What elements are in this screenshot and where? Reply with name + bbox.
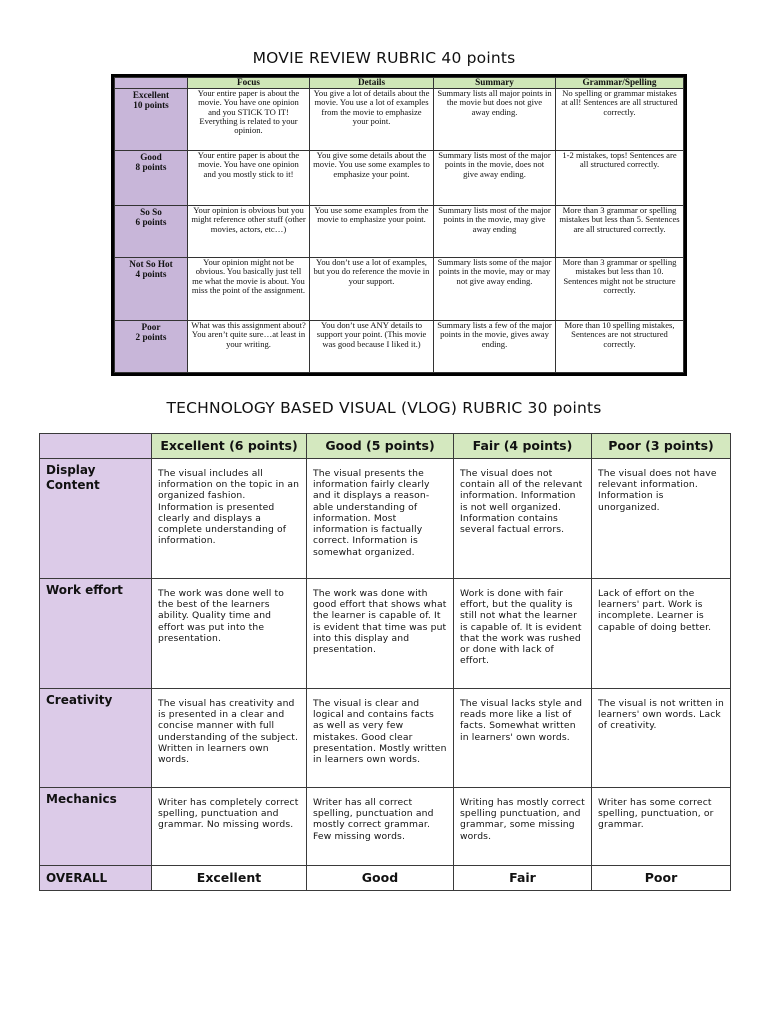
movie-cell: More than 3 grammar or spelling mistakes but less than 5. Sentences are all structured correctly.: [556, 205, 684, 257]
movie-cell: You don’t use ANY details to support your point. (This movie was good because I liked it.): [310, 320, 434, 372]
vlog-row-mechanics: [40, 788, 731, 866]
movie-cell: Summary lists all major points in the movie but does not give away ending.: [434, 88, 556, 150]
criterion-line: Content: [46, 478, 100, 492]
movie-cell: More than 10 spelling mistakes, Sentences are not structured correctly.: [556, 320, 684, 372]
vlog-header-poor: Poor (3 points): [592, 434, 731, 459]
vlog-cell: Writer has all correct spelling, punctuation and mostly correct grammar. Few missing words.: [307, 788, 454, 866]
movie-level-good: [115, 150, 188, 205]
vlog-cell: Writing has mostly correct spelling punctuation, and grammar, some missing words.: [454, 788, 592, 866]
movie-level-so-so: [115, 205, 188, 257]
vlog-cell: The visual includes all information on the topic in an organized fashion. Information is presented clearly and displays a complete understanding of information.: [152, 459, 307, 579]
criterion-line: Display: [46, 463, 96, 477]
vlog-row-work-effort: [40, 579, 731, 689]
movie-cell: 1-2 mistakes, tops! Sentences are all structured correctly.: [556, 150, 684, 205]
movie-cell: Summary lists most of the major points in the movie, may give away ending: [434, 205, 556, 257]
movie-cell: You don’t use a lot of examples, but you do reference the movie in your support.: [310, 257, 434, 320]
movie-header-corner: [115, 78, 188, 89]
movie-header-focus: Focus: [188, 78, 310, 89]
movie-row-excellent: [115, 88, 684, 150]
movie-cell: Your opinion might not be obvious. You basically just tell me what the movie is about. You miss the point of the assignment.: [188, 257, 310, 320]
vlog-cell: Work is done with fair effort, but the quality is still not what the learner is capable of. It is evident that the work was rushed or done with lack of effort.: [454, 579, 592, 689]
level-name: Excellent: [132, 89, 170, 100]
overall-value: Good: [307, 866, 454, 891]
vlog-header-excellent: Excellent (6 points): [152, 434, 307, 459]
movie-cell: What was this assignment about? You aren’t quite sure…at least in your writing.: [188, 320, 310, 372]
movie-row-good: [115, 150, 684, 205]
vlog-cell: The work was done well to the best of the learners ability. Quality time and effort was put into the presentation.: [152, 579, 307, 689]
vlog-cell: The visual is not written in learners' own words. Lack of creativity.: [592, 689, 731, 788]
movie-cell: Your entire paper is about the movie. You have one opinion and you STICK TO IT! Everything is related to your opinion.: [188, 88, 310, 150]
vlog-row-overall: [40, 866, 731, 891]
movie-cell: You give some details about the movie. You use some examples to emphasize your point.: [310, 150, 434, 205]
movie-row-not-so-hot: [115, 257, 684, 320]
vlog-cell: Writer has some correct spelling, punctuation, or grammar.: [592, 788, 731, 866]
movie-header-grammar: Grammar/Spelling: [556, 78, 684, 89]
movie-level-poor: [115, 320, 188, 372]
movie-cell: Summary lists a few of the major points in the movie, gives away ending.: [434, 320, 556, 372]
level-points: 2 points: [135, 331, 167, 342]
vlog-rubric-table: [39, 433, 731, 891]
movie-cell: More than 3 grammar or spelling mistakes but less than 10. Sentences might not be structure correctly.: [556, 257, 684, 320]
vlog-cell: Lack of effort on the learners' part. Work is incomplete. Learner is capable of doing better.: [592, 579, 731, 689]
level-points: 6 points: [135, 216, 167, 227]
vlog-header-good: Good (5 points): [307, 434, 454, 459]
movie-cell: You give a lot of details about the movie. You use a lot of examples from the movie to emphasize your point.: [310, 88, 434, 150]
vlog-rubric-title: TECHNOLOGY BASED VISUAL (VLOG) RUBRIC 30 points: [166, 399, 602, 417]
level-name: So So: [140, 206, 162, 217]
vlog-cell: The visual does not have relevant information. Information is unorganized.: [592, 459, 731, 579]
movie-level-not-so-hot: [115, 257, 188, 320]
movie-cell: Summary lists some of the major points in the movie, may or may not give away ending.: [434, 257, 556, 320]
movie-rubric-table-frame: [111, 74, 687, 376]
movie-header-details: Details: [310, 78, 434, 89]
vlog-header-fair: Fair (4 points): [454, 434, 592, 459]
vlog-cell: The visual presents the information fairly clearly and it displays a reason-able understanding of information. Most information is factually correct. Information is somewhat organized.: [307, 459, 454, 579]
vlog-criterion-mechanics: Mechanics: [40, 788, 152, 866]
vlog-criterion-overall: OVERALL: [40, 866, 152, 891]
movie-cell: Your entire paper is about the movie. You have one opinion and you mostly stick to it!: [188, 150, 310, 205]
level-points: 4 points: [135, 268, 167, 279]
overall-value: Poor: [592, 866, 731, 891]
vlog-cell: The visual is clear and logical and contains facts as well as very few mistakes. Good clear presentation. Mostly written in learners own words.: [307, 689, 454, 788]
movie-cell: You use some examples from the movie to emphasize your point.: [310, 205, 434, 257]
movie-cell: Your opinion is obvious but you might reference other stuff (other movies, actors, etc…): [188, 205, 310, 257]
vlog-cell: The visual has creativity and is presented in a clear and concise manner with full understanding of the subject. Written in learners own words.: [152, 689, 307, 788]
vlog-criterion-display-content: [40, 459, 152, 579]
vlog-cell: The visual lacks style and reads more like a list of facts. Somewhat written in learners' own words.: [454, 689, 592, 788]
movie-row-poor: [115, 320, 684, 372]
movie-cell: Summary lists most of the major points in the movie, does not give away ending.: [434, 150, 556, 205]
vlog-header-row: [40, 434, 731, 459]
vlog-header-corner: [40, 434, 152, 459]
movie-rubric-title: MOVIE REVIEW RUBRIC 40 points: [252, 49, 516, 67]
level-points: 8 points: [135, 161, 167, 172]
movie-rubric-table: [114, 77, 684, 373]
vlog-cell: Writer has completely correct spelling, punctuation and grammar. No missing words.: [152, 788, 307, 866]
vlog-cell: The visual does not contain all of the relevant information. Information is not well organized. Information contains several factual errors.: [454, 459, 592, 579]
movie-header-summary: Summary: [434, 78, 556, 89]
movie-header-row: [115, 78, 684, 89]
vlog-row-display-content: [40, 459, 731, 579]
overall-value: Fair: [454, 866, 592, 891]
level-name: Good: [140, 151, 162, 162]
overall-value: Excellent: [152, 866, 307, 891]
movie-level-excellent: [115, 88, 188, 150]
level-points: 10 points: [133, 99, 169, 110]
vlog-criterion-work-effort: Work effort: [40, 579, 152, 689]
vlog-cell: The work was done with good effort that shows what the learner is capable of. It is evident that time was put into this display and presentation.: [307, 579, 454, 689]
level-name: Not So Hot: [129, 258, 173, 269]
movie-row-so-so: [115, 205, 684, 257]
vlog-row-creativity: [40, 689, 731, 788]
level-name: Poor: [141, 321, 161, 332]
vlog-criterion-creativity: Creativity: [40, 689, 152, 788]
movie-cell: No spelling or grammar mistakes at all! Sentences are all structured correctly.: [556, 88, 684, 150]
